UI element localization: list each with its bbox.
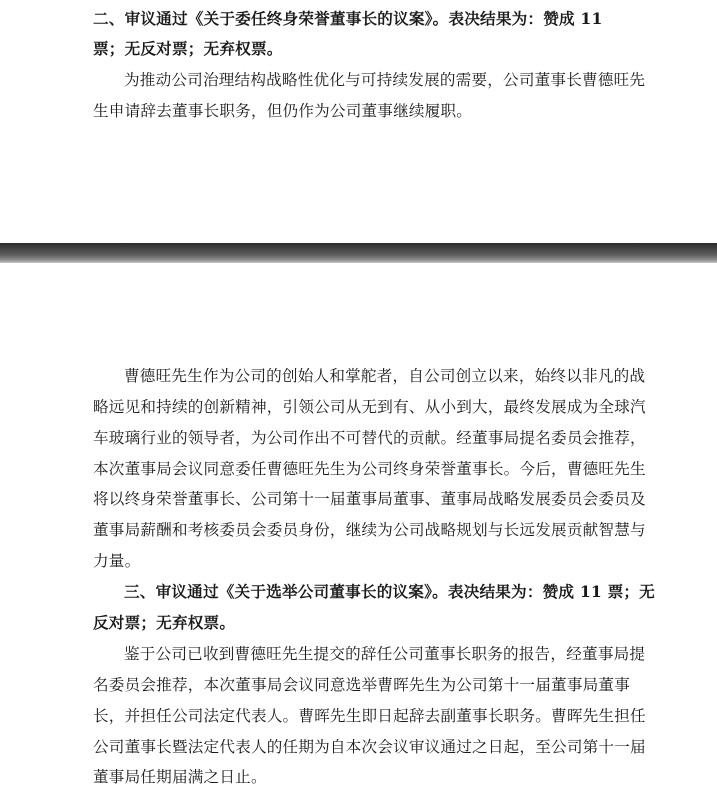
continuation-paragraph-line-7: 力量。 (93, 552, 141, 570)
continuation-paragraph-line-5: 将以终身荣誉董事长、公司第十一届董事局董事、董事局战略发展委员会委员及 (93, 490, 646, 508)
continuation-paragraph-line-4: 本次董事局会议同意委任曹德旺先生为公司终身荣誉董事长。今后，曹德旺先生 (93, 460, 646, 478)
continuation-paragraph-line-1: 曹德旺先生作为公司的创始人和掌舵者，自公司创立以来，始终以非凡的战 (124, 367, 646, 385)
section-three-paragraph-line-3: 长，并担任公司法定代表人。曹晖先生即日起辞去副董事长职务。曹晖先生担任 (93, 707, 646, 725)
continuation-paragraph-line-6: 董事局薪酬和考核委员会委员身份，继续为公司战略规划与长远发展贡献智慧与 (93, 521, 646, 539)
page-break-divider (0, 243, 717, 263)
section-two-paragraph-line-2: 生申请辞去董事长职务，但仍作为公司董事继续履职。 (93, 102, 473, 120)
section-two-heading-line-1: 二、审议通过《关于委任终身荣誉董事长的议案》。表决结果为：赞成 11 (93, 9, 603, 28)
section-two-paragraph-line-1: 为推动公司治理结构战略性优化与可持续发展的需要，公司董事长曹德旺先 (124, 71, 646, 89)
continuation-paragraph-line-2: 略远见和持续的创新精神，引领公司从无到有、从小到大，最终发展成为全球汽 (93, 398, 646, 416)
continuation-paragraph-line-3: 车玻璃行业的领导者，为公司作出不可替代的贡献。经董事局提名委员会推荐， (93, 429, 646, 447)
section-three-paragraph-line-4: 公司董事长暨法定代表人的任期为自本次会议审议通过之日起，至公司第十一届 (93, 738, 646, 756)
document-page-top (0, 0, 717, 243)
section-three-heading-line-1: 三、审议通过《关于选举公司董事长的议案》。表决结果为：赞成 11 票；无 (124, 582, 655, 601)
section-three-paragraph-line-2: 名委员会推荐，本次董事局会议同意选举曹晖先生为公司第十一届董事局董事 (93, 676, 630, 694)
section-three-paragraph-line-1: 鉴于公司已收到曹德旺先生提交的辞任公司董事长职务的报告，经董事局提 (124, 645, 646, 663)
section-three-paragraph-line-5: 董事局任期届满之日止。 (93, 768, 267, 786)
section-three-heading-line-2: 反对票；无弃权票。 (93, 613, 236, 632)
section-two-heading-line-2: 票；无反对票；无弃权票。 (93, 39, 283, 58)
